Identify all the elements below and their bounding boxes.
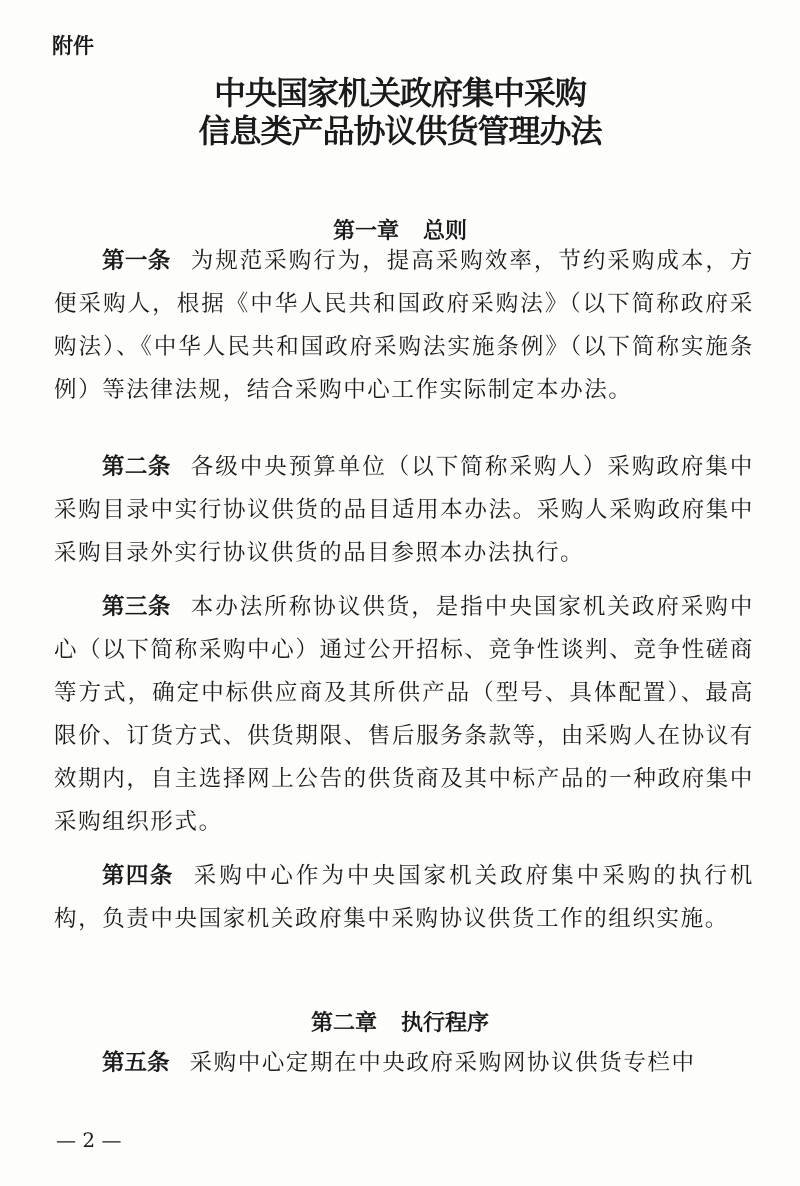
attachment-label: 附件 — [52, 34, 94, 58]
chapter-number: 第一章 — [332, 219, 399, 244]
article-label: 第一条 — [102, 248, 171, 274]
article-4 — [54, 855, 754, 941]
chapter-name: 执行程序 — [401, 1011, 490, 1036]
article-text: 本办法所称协议供货，是指中央国家机关政府采购中心（以下简称采购中心）通过公开招标、竞争性谈判、竞争性磋商等方式，确定中标供应商及其所供产品（型号、具体配置）、最高限价、订货方式、供货期限、售后服务条款等，由采购人在协议有效期内，自主选择网上公告的供货商及其中标产品的一种政府集中采购组织形式。 — [54, 594, 754, 835]
article-3 — [54, 586, 754, 844]
article-label: 第三条 — [102, 594, 171, 620]
article-text: 采购中心定期在中央政府采购网协议供货专栏中 — [189, 1050, 696, 1076]
chapter-name: 总则 — [423, 219, 468, 244]
page-number: — 2 — — [56, 1128, 122, 1152]
article-label: 第四条 — [102, 863, 174, 889]
article-5 — [54, 1042, 754, 1085]
article-2 — [54, 446, 754, 575]
article-1 — [54, 240, 754, 412]
chapter-heading-2 — [0, 1006, 800, 1037]
article-text: 为规范采购行为，提高采购效率，节约采购成本，方便采购人，根据《中华人民共和国政府采购法》（以下简称政府采购法）、《中华人民共和国政府采购法实施条例》（以下简称实施条例）等法律法规，结合采购中心工作实际制定本办法。 — [54, 248, 754, 403]
chapter-number: 第二章 — [310, 1011, 377, 1036]
document-title-line-2: 信息类产品协议供货管理办法 — [198, 112, 602, 150]
article-text: 采购中心作为中央国家机关政府集中采购的执行机构，负责中央国家机关政府集中采购协议供货工作的组织实施。 — [54, 863, 754, 932]
article-label: 第五条 — [102, 1050, 170, 1076]
article-text: 各级中央预算单位（以下简称采购人）采购政府集中采购目录中实行协议供货的品目适用本办法。采购人采购政府集中采购目录外实行协议供货的品目参照本办法执行。 — [54, 454, 754, 566]
document-title-line-1: 中央国家机关政府集中采购 — [213, 74, 586, 112]
article-label: 第二条 — [102, 454, 171, 480]
